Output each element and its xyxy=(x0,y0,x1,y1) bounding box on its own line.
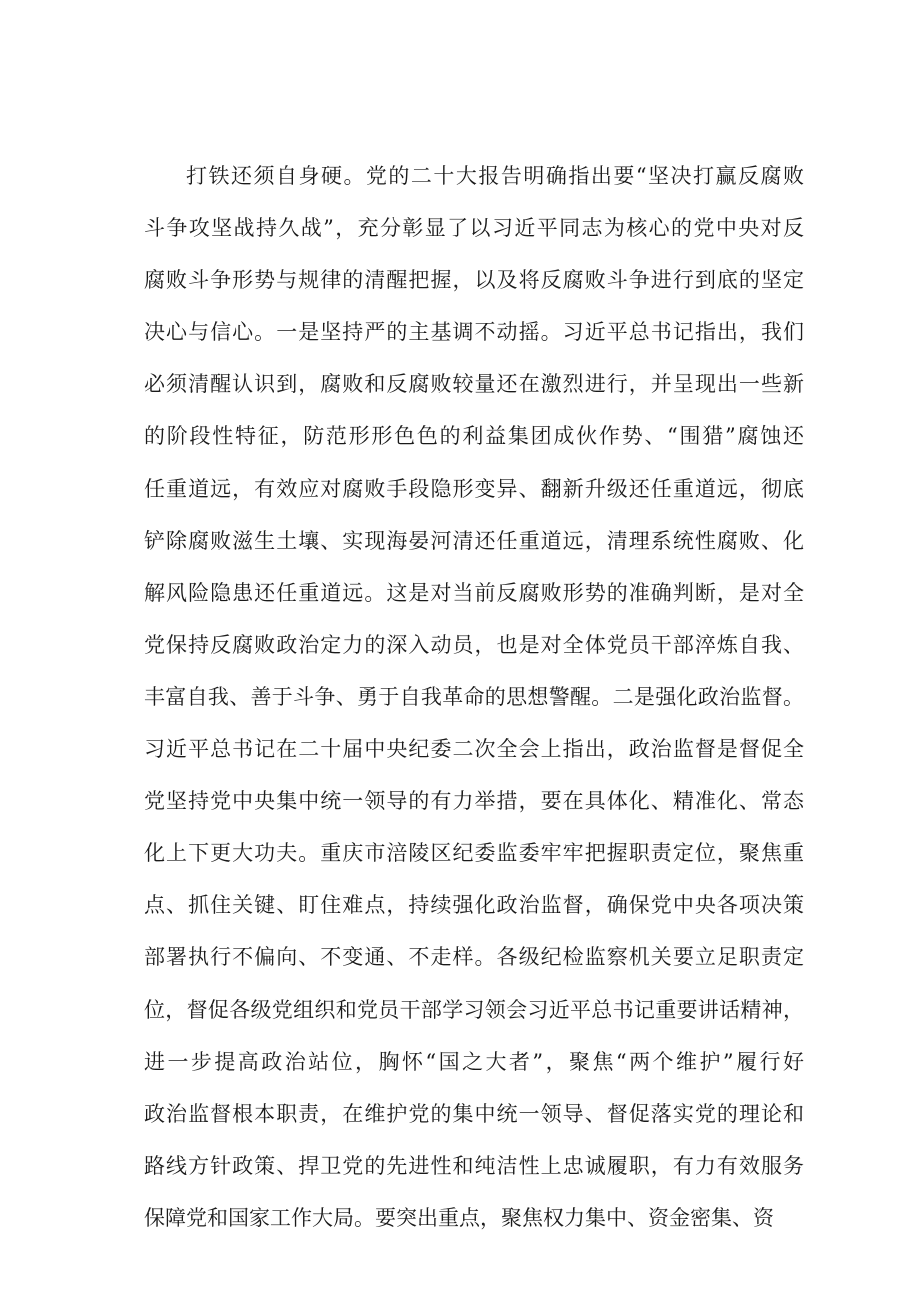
text-line: 斗争攻坚战持久战”，充分彰显了以习近平同志为核心的党中央对反 xyxy=(144,216,804,241)
text-line: 政治监督根本职责，在维护党的集中统一领导、督促落实党的理论和 xyxy=(144,1101,804,1126)
text-line: 打铁还须自身硬。党的二十大报告明确指出要“坚决打赢反腐败 xyxy=(186,164,804,188)
text-line: 腐败斗争形势与规律的清醒把握，以及将反腐败斗争进行到底的坚定 xyxy=(144,268,804,293)
text-line: 习近平总书记在二十届中央纪委二次全会上指出，政治监督是督促全 xyxy=(144,737,804,762)
text-line: 丰富自我、善于斗争、勇于自我革命的思想警醒。二是强化政治监督。 xyxy=(144,684,804,709)
text-line: 保障党和国家工作大局。要突出重点，聚焦权力集中、资金密集、资 xyxy=(144,1205,774,1230)
text-line: 部署执行不偏向、不变通、不走样。各级纪检监察机关要立足职责定 xyxy=(144,945,804,970)
text-line: 化上下更大功夫。重庆市涪陵区纪委监委牢牢把握职责定位，聚焦重 xyxy=(144,841,804,866)
text-line: 进一步提高政治站位，胸怀“国之大者”，聚焦“两个维护”履行好 xyxy=(144,1049,804,1074)
text-line: 路线方针政策、捍卫党的先进性和纯洁性上忠诚履职，有力有效服务 xyxy=(144,1153,804,1178)
text-line: 点、抓住关键、盯住难点，持续强化政治监督，确保党中央各项决策 xyxy=(144,893,804,918)
text-line: 党保持反腐败政治定力的深入动员，也是对全体党员干部淬炼自我、 xyxy=(144,632,804,657)
text-line: 党坚持党中央集中统一领导的有力举措，要在具体化、精准化、常态 xyxy=(144,789,804,814)
text-line: 铲除腐败滋生土壤、实现海晏河清还任重道远，清理系统性腐败、化 xyxy=(144,528,804,553)
text-line: 的阶段性特征，防范形形色色的利益集团成伙作势、“围猎”腐蚀还 xyxy=(144,424,804,449)
text-line: 解风险隐患还任重道远。这是对当前反腐败形势的准确判断，是对全 xyxy=(144,580,804,605)
text-line: 任重道远，有效应对腐败手段隐形变异、翻新升级还任重道远，彻底 xyxy=(144,476,804,501)
text-line: 位，督促各级党组织和党员干部学习领会习近平总书记重要讲话精神， xyxy=(144,997,804,1022)
text-line: 决心与信心。一是坚持严的主基调不动摇。习近平总书记指出，我们 xyxy=(144,320,804,345)
body-paragraph xyxy=(144,150,804,1244)
text-line: 必须清醒认识到，腐败和反腐败较量还在激烈进行，并呈现出一些新 xyxy=(144,372,804,397)
